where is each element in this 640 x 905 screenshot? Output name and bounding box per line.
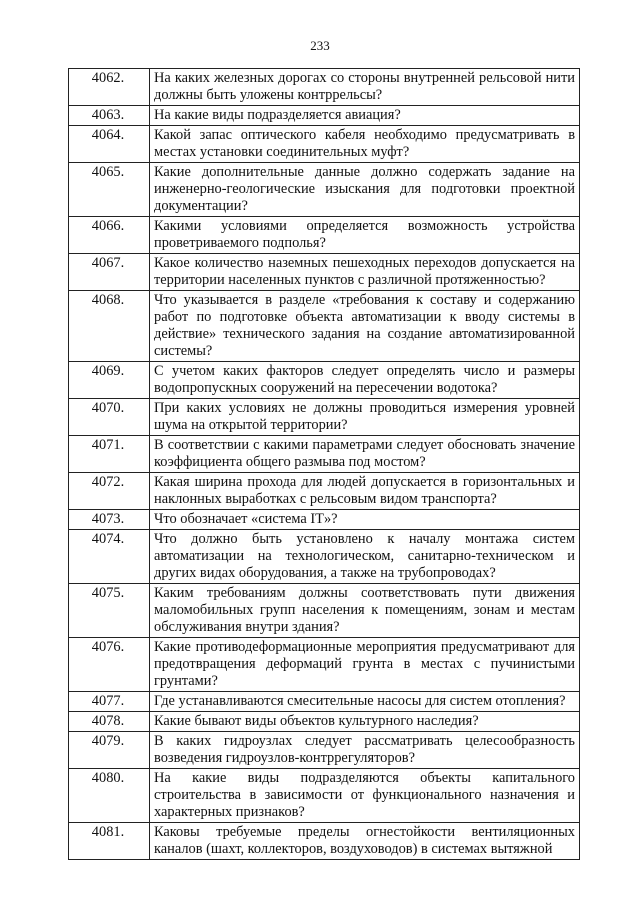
question-text: С учетом каких факторов следует определять число и размеры водопропускных сооружений на пересечении водотока?	[150, 362, 580, 399]
question-number: 4080.	[69, 769, 150, 823]
question-text: Что должно быть установлено к началу монтажа систем автоматизации на технологическом, санитарно-техническом и других видах оборудования, а также на трубопроводах?	[150, 530, 580, 584]
question-text: Какие противодеформационные мероприятия предусматривают для предотвращения деформаций грунта в местах с пучинистыми грунтами?	[150, 638, 580, 692]
question-text: В соответствии с какими параметрами следует обосновать значение коэффициента общего размыва под мостом?	[150, 436, 580, 473]
question-text: Каким требованиям должны соответствовать пути движения маломобильных групп населения к помещениям, зонам и местам обслуживания внутри здания?	[150, 584, 580, 638]
question-text: Какие бывают виды объектов культурного наследия?	[150, 712, 580, 732]
question-text: Какое количество наземных пешеходных переходов допускается на территории населенных пунктов с различной протяженностью?	[150, 254, 580, 291]
question-row	[69, 638, 580, 692]
question-number: 4063.	[69, 106, 150, 126]
question-text: Какой запас оптического кабеля необходимо предусматривать в местах установки соединительных муфт?	[150, 126, 580, 163]
question-number: 4070.	[69, 399, 150, 436]
questions-table-body	[69, 69, 580, 860]
question-number: 4071.	[69, 436, 150, 473]
question-number: 4073.	[69, 510, 150, 530]
question-number: 4064.	[69, 126, 150, 163]
question-row	[69, 510, 580, 530]
question-number: 4081.	[69, 823, 150, 860]
question-row	[69, 126, 580, 163]
question-row	[69, 530, 580, 584]
question-number: 4077.	[69, 692, 150, 712]
question-number: 4065.	[69, 163, 150, 217]
question-text: На каких железных дорогах со стороны внутренней рельсовой нити должны быть уложены контррельсы?	[150, 69, 580, 106]
question-row	[69, 69, 580, 106]
question-row	[69, 106, 580, 126]
question-number: 4079.	[69, 732, 150, 769]
question-row	[69, 362, 580, 399]
question-number: 4067.	[69, 254, 150, 291]
question-text: Какие дополнительные данные должно содержать задание на инженерно-геологические изыскания для подготовки проектной документации?	[150, 163, 580, 217]
question-number: 4074.	[69, 530, 150, 584]
question-number: 4075.	[69, 584, 150, 638]
question-text: Какая ширина прохода для людей допускается в горизонтальных и наклонных выработках с рельсовым видом транспорта?	[150, 473, 580, 510]
question-row	[69, 823, 580, 860]
question-row	[69, 584, 580, 638]
question-row	[69, 473, 580, 510]
question-row	[69, 217, 580, 254]
question-number: 4078.	[69, 712, 150, 732]
question-row	[69, 291, 580, 362]
question-row	[69, 732, 580, 769]
question-row	[69, 436, 580, 473]
question-number: 4076.	[69, 638, 150, 692]
page-number: 233	[310, 38, 330, 53]
question-text: На какие виды подразделяются объекты капитального строительства в зависимости от функционального назначения и характерных признаков?	[150, 769, 580, 823]
question-text: В каких гидроузлах следует рассматривать целесообразность возведения гидроузлов-контррегуляторов?	[150, 732, 580, 769]
question-text: Какими условиями определяется возможность устройства проветриваемого подполья?	[150, 217, 580, 254]
question-number: 4069.	[69, 362, 150, 399]
question-text: При каких условиях не должны проводиться измерения уровней шума на открытой территории?	[150, 399, 580, 436]
question-row	[69, 769, 580, 823]
question-row	[69, 692, 580, 712]
question-row	[69, 163, 580, 217]
question-number: 4072.	[69, 473, 150, 510]
questions-table	[68, 68, 580, 860]
question-row	[69, 712, 580, 732]
question-number: 4062.	[69, 69, 150, 106]
question-text: На какие виды подразделяется авиация?	[150, 106, 580, 126]
question-text: Где устанавливаются смесительные насосы для систем отопления?	[150, 692, 580, 712]
question-row	[69, 254, 580, 291]
question-number: 4066.	[69, 217, 150, 254]
question-text: Каковы требуемые пределы огнестойкости вентиляционных каналов (шахт, коллекторов, воздуховодов) в системах вытяжной	[150, 823, 580, 860]
question-text: Что обозначает «система IT»?	[150, 510, 580, 530]
question-number: 4068.	[69, 291, 150, 362]
question-row	[69, 399, 580, 436]
question-text: Что указывается в разделе «требования к составу и содержанию работ по подготовке объекта автоматизации к вводу системы в действие» технического задания на создание автоматизированной системы?	[150, 291, 580, 362]
